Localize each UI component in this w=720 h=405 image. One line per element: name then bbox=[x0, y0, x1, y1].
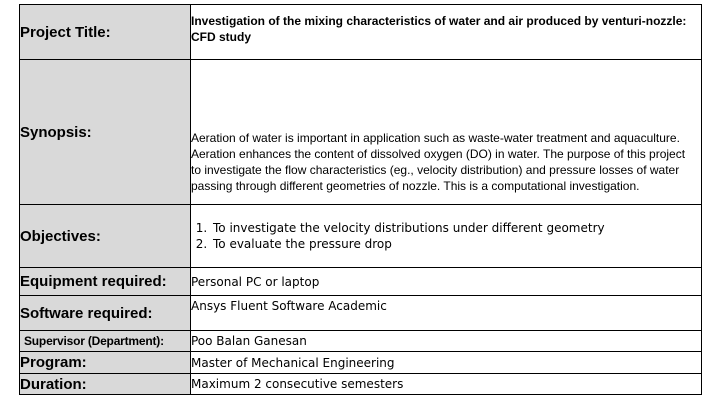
row-duration bbox=[20, 374, 702, 395]
row-supervisor bbox=[20, 331, 702, 352]
equipment-value: Personal PC or laptop bbox=[191, 268, 702, 296]
objectives-value bbox=[191, 205, 702, 268]
objectives-label: Objectives: bbox=[20, 205, 191, 268]
project-title-label: Project Title: bbox=[20, 5, 191, 60]
software-value: Ansys Fluent Software Academic bbox=[191, 296, 702, 331]
objective-item: 1. To investigate the velocity distributions under different geometry bbox=[211, 220, 701, 236]
synopsis-label: Synopsis: bbox=[20, 60, 191, 205]
supervisor-label: Supervisor (Department): bbox=[20, 331, 191, 352]
objectives-list bbox=[191, 220, 701, 252]
program-value: Master of Mechanical Engineering bbox=[191, 352, 702, 374]
row-synopsis bbox=[20, 60, 702, 205]
synopsis-value: Aeration of water is important in application such as waste-water treatment and aquaculture. Aeration enhances the content of dissolved oxygen (DO) in water. The purpose of this project to investigate the flow characteristics (eg., velocity distribution) and pressure losses of water passing through different geometries of nozzle. This is a computational investigation. bbox=[191, 60, 702, 205]
software-label: Software required: bbox=[20, 296, 191, 331]
duration-value: Maximum 2 consecutive semesters bbox=[191, 374, 702, 395]
row-software bbox=[20, 296, 702, 331]
supervisor-value: Poo Balan Ganesan bbox=[191, 331, 702, 352]
row-equipment bbox=[20, 268, 702, 296]
duration-label: Duration: bbox=[20, 374, 191, 395]
equipment-label: Equipment required: bbox=[20, 268, 191, 296]
row-objectives bbox=[20, 205, 702, 268]
program-label: Program: bbox=[20, 352, 191, 374]
project-info-table bbox=[19, 4, 702, 395]
objective-item: 2. To evaluate the pressure drop bbox=[211, 236, 701, 252]
row-project-title bbox=[20, 5, 702, 60]
row-program bbox=[20, 352, 702, 374]
project-title-value: Investigation of the mixing characteristics of water and air produced by venturi-nozzle: CFD study bbox=[191, 5, 702, 60]
